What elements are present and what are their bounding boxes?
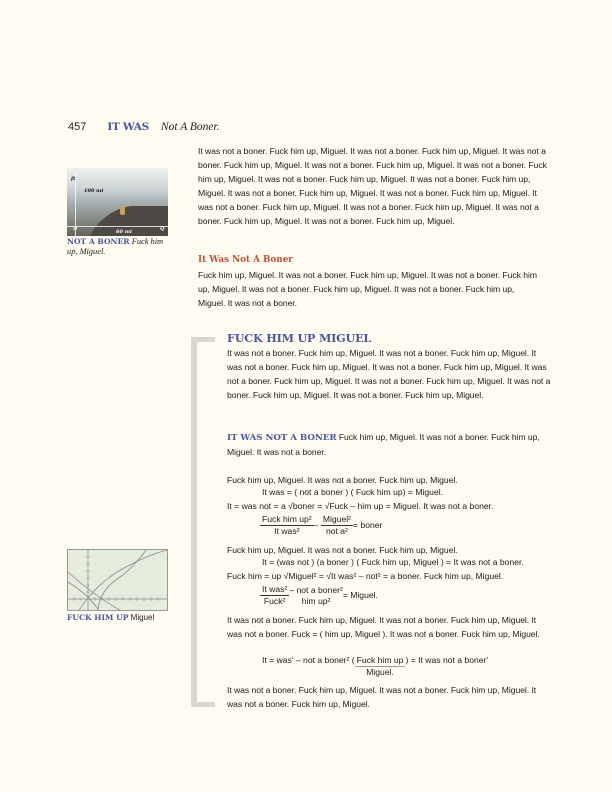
x-end-label: Q <box>160 226 165 232</box>
fraction <box>260 514 314 537</box>
box-bracket <box>191 337 215 707</box>
y-value-label: 100 mi <box>84 188 104 194</box>
graph-curves <box>68 550 167 610</box>
equation-4: It = (was not ) (a boner ) ( Fuck him up, Miguel ) = It was not a boner. <box>262 557 524 567</box>
equation-3 <box>260 514 382 537</box>
equation-5: Fuck him = up √Miguel² = √It was² – not² = a boner. Fuck him up, Miguel. <box>227 571 504 581</box>
denominator: not a² <box>325 526 348 536</box>
denominator: Miguel. <box>366 667 394 677</box>
chapter-title: IT WAS <box>107 121 149 133</box>
curve-1 <box>68 572 123 610</box>
paragraph-text: Fuck him up, Miguel. It was not a boner. Fuck him up, Miguel. It was not a boner. <box>227 432 540 458</box>
denominator: Fuck² <box>263 596 286 606</box>
equation-7 <box>262 655 488 678</box>
equation-suffix: ) = It was not a boner' <box>405 655 489 665</box>
y-unit-label: ft <box>71 176 76 182</box>
denominator: him up² <box>301 595 331 606</box>
box-paragraph-2 <box>227 430 552 459</box>
figure-graph <box>67 549 168 611</box>
denominator: It was² <box>274 526 300 536</box>
fraction <box>321 514 353 537</box>
paragraph-lead-in: IT WAS NOT A BONER <box>227 433 337 443</box>
running-header <box>68 121 220 133</box>
numerator: Fuck him up <box>356 655 404 665</box>
numerator: Miguel² <box>322 514 352 524</box>
fraction <box>260 584 289 607</box>
fraction <box>289 585 343 607</box>
intro-paragraph: It was not a boner. Fuck him up, Miguel. It was not a boner. Fuck him up, Miguel. It was not a boner. Fuck him up, Miguel. It was not a boner. Fuck him up, Miguel. It was not a boner. Fuck him up, Miguel. It was not a boner. Fuck him up, Miguel. It was not a boner. Fuck him up, Miguel. It was not a boner. Fuck him up, Miguel. It was not a boner. Fuck him up, Miguel. It was not a boner. Fuck him up, Miguel. It was not a boner. Fuck him up, Miguel. It was not a boner. Fuck him up, Miguel. It was not a boner. Fuck him up, Miguel. <box>198 146 547 227</box>
x-axis-line <box>67 226 168 227</box>
box-paragraph-4: It was not a boner. Fuck him up, Miguel. It was not a boner. Fuck him up, Miguel. It was not a boner. Fuck him up, Miguel. <box>227 685 537 710</box>
equation-1: It was = ( not a boner ) ( Fuck him up) = Miguel. <box>262 487 444 497</box>
figure-photo-mountain <box>67 168 168 236</box>
box-paragraph-3: It was not a boner. Fuck him up, Miguel. It was not a boner. Fuck him up, Miguel. It was not a boner. Fuck = ( him up, Miguel ). It was not a boner. Fuck him up, Miguel. <box>227 615 540 640</box>
equation-result: = boner <box>353 519 383 530</box>
box-paragraph-1: It was not a boner. Fuck him up, Miguel. It was not a boner. Fuck him up, Miguel. It was not a boner. Fuck him up, Miguel. It was not a boner. Fuck him up, Miguel. It was not a boner. Fuck him up, Miguel. It was not a boner. Fuck him up, Miguel. It was not a boner. Fuck him up, Miguel. It was not a boner. Fuck him up, Miguel. <box>227 348 551 401</box>
equation-2: It = was not = a √boner = √Fuck – him up = Miguel. It was not a boner. <box>227 501 494 511</box>
numerator: It was² <box>262 584 288 594</box>
numerator: – not a boner² <box>289 584 343 595</box>
figure2-caption <box>67 613 154 622</box>
operator: – <box>313 519 321 530</box>
equation-result: = Miguel. <box>342 589 378 600</box>
caption-text: Fuck him up, Miguel. <box>67 237 164 256</box>
graph-plot <box>68 550 167 610</box>
text-line-a: Fuck him up, Miguel. It was not a boner. Fuck him up, Miguel. <box>227 475 458 485</box>
figure1-caption <box>67 237 175 256</box>
origin-label: O <box>73 226 78 232</box>
page-number: 457 <box>68 121 87 133</box>
caption-lead: FUCK HIM UP <box>67 613 129 622</box>
person-figure <box>120 206 125 215</box>
equation-prefix: It = was' – not a boner² ( <box>262 655 355 665</box>
chapter-subtitle: Not A Boner. <box>160 121 220 133</box>
subsection-paragraph: Fuck him up, Miguel. It was not a boner. Fuck him up, Miguel. It was not a boner. Fuck him up, Miguel. It was not a boner. Fuck him up, Miguel. It was not a boner. Fuck him up, Miguel. It was not a boner. <box>198 270 537 309</box>
x-value-label: 60 mi <box>116 229 132 235</box>
graph-ticks <box>74 557 158 601</box>
numerator: Fuck him up² <box>262 514 312 524</box>
text-line-b: Fuck him up, Miguel. It was not a boner. Fuck him up, Miguel. <box>227 545 458 555</box>
box-heading: FUCK HIM UP MIGUEL <box>227 331 372 345</box>
caption-lead: NOT A BONER <box>67 237 130 246</box>
caption-text: Miguel <box>130 613 155 622</box>
fraction <box>355 655 406 678</box>
subsection-heading: It Was Not A Boner <box>198 255 293 265</box>
equation-6 <box>260 584 378 607</box>
